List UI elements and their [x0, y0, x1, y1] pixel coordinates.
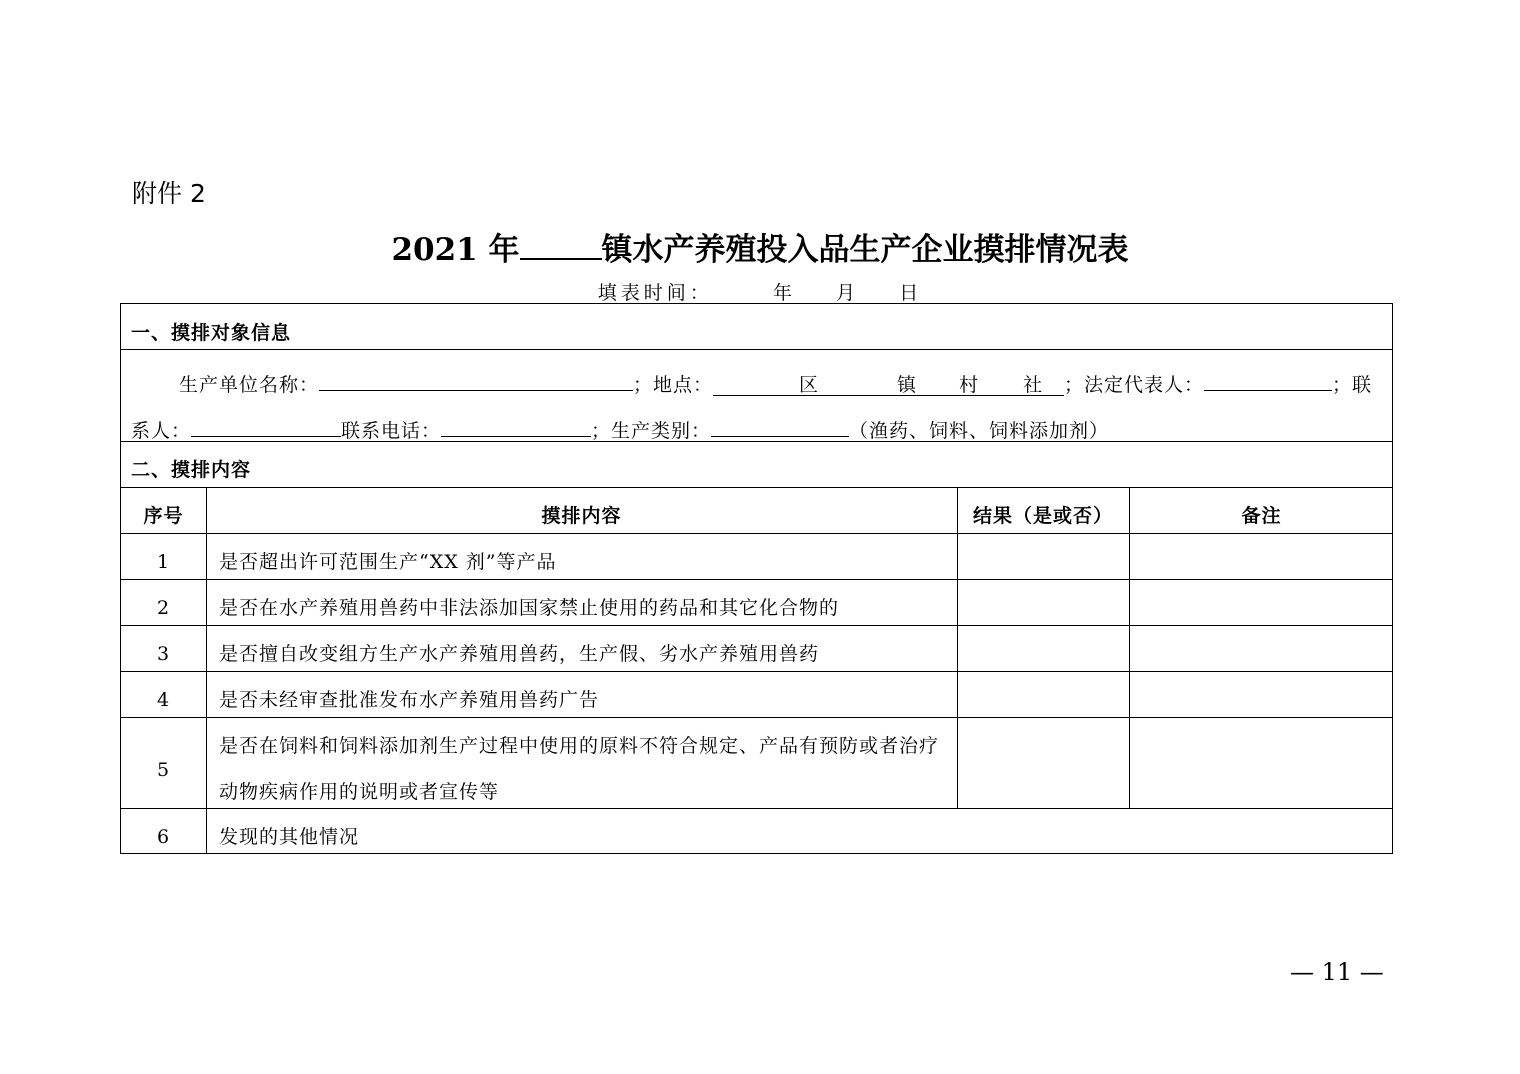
attachment-label: 附件 2 [132, 179, 206, 208]
location-label: ；地点： [633, 374, 714, 396]
row-number: 5 [156, 759, 171, 781]
survey-form [120, 303, 1393, 854]
title-blank[interactable] [520, 232, 602, 260]
row-content: 是否未经审查批准发布水产养殖用兽药广告 [219, 689, 600, 711]
column-divider [957, 487, 958, 808]
divider [121, 487, 1392, 488]
row-content: 是否在水产养殖用兽药中非法添加国家禁止使用的药品和其它化合物的 [219, 597, 840, 619]
legal-rep-label: ；法定代表人： [1064, 374, 1205, 396]
category-field[interactable] [711, 414, 849, 437]
divider [121, 533, 1392, 534]
section2-heading: 二、摸排内容 [131, 459, 252, 481]
col-header-content: 摸排内容 [541, 505, 622, 527]
divider [121, 579, 1392, 580]
divider [121, 808, 1392, 809]
info-line-1 [179, 368, 1372, 397]
row-number: 3 [156, 643, 171, 665]
info-line-2 [131, 414, 1109, 443]
contact-field[interactable] [191, 414, 341, 437]
row-content: 动物疾病作用的说明或者宣传等 [219, 781, 500, 803]
row-content: 是否在饲料和饲料添加剂生产过程中使用的原料不符合规定、产品有预防或者治疗 [219, 735, 940, 757]
row-number: 6 [156, 826, 171, 848]
page-title [0, 224, 1520, 269]
column-divider [1129, 487, 1130, 808]
row-content: 发现的其他情况 [219, 826, 360, 848]
title-suffix: 镇水产养殖投入品生产企业摸排情况表 [601, 232, 1129, 268]
divider [121, 671, 1392, 672]
row-number: 2 [156, 597, 171, 619]
row-content: 是否超出许可范围生产“XX 剂”等产品 [219, 551, 557, 573]
row-content: 是否擅自改变组方生产水产养殖用兽药，生产假、劣水产养殖用兽药 [219, 643, 820, 665]
col-header-result: 结果（是或否） [972, 505, 1113, 527]
col-header-no: 序号 [143, 505, 184, 527]
category-options: （渔药、饲料、饲料添加剂） [849, 420, 1110, 442]
location-field[interactable]: 区 镇 村 社 [713, 373, 1064, 396]
divider [121, 625, 1392, 626]
fill-date: 填表时间： 年 月 日 [597, 282, 923, 304]
row-number: 1 [156, 551, 171, 573]
page-number: — 11 — [1290, 958, 1384, 986]
col-header-remark: 备注 [1241, 505, 1282, 527]
line1-tail: ；联 [1332, 374, 1373, 396]
divider [121, 717, 1392, 718]
phone-label: 联系电话： [341, 420, 442, 442]
column-divider [206, 487, 207, 854]
unit-name-field[interactable] [319, 368, 633, 391]
legal-rep-field[interactable] [1204, 368, 1332, 391]
divider [121, 349, 1392, 350]
section1-heading: 一、摸排对象信息 [131, 322, 292, 344]
title-prefix: 2021 年 [391, 232, 520, 268]
phone-field[interactable] [441, 414, 591, 437]
unit-name-label: 生产单位名称： [179, 374, 320, 396]
category-label: ；生产类别： [591, 420, 712, 442]
contact-label: 系人： [131, 420, 192, 442]
row-number: 4 [156, 689, 171, 711]
